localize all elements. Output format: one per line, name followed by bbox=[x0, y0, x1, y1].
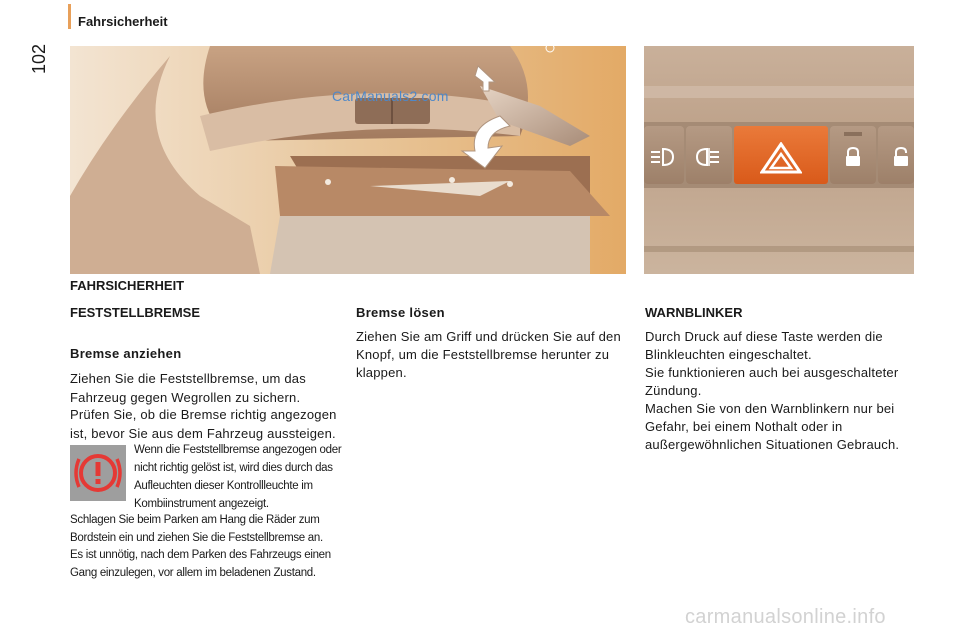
watermark-url: CarManuals2.com bbox=[332, 88, 449, 104]
section-header: Fahrsicherheit bbox=[78, 14, 168, 29]
hazard-triangle-icon[interactable] bbox=[760, 142, 802, 174]
feststellbremse-title: FESTSTELLBREMSE bbox=[70, 305, 201, 320]
parking-brake-illustration bbox=[70, 46, 626, 274]
footer-watermark[interactable]: carmanualsonline.info bbox=[685, 606, 886, 628]
paragraph: Schlagen Sie beim Parken am Hang die Räder zum Bordstein ein und ziehen Sie die Feststellbremse an. bbox=[70, 514, 323, 544]
brake-warning-icon bbox=[70, 445, 126, 501]
warning-note: Wenn die Feststellbremse angezogen oder nicht richtig gelöst ist, wird dies durch das Aufleuchten dieser Kontrollleuchte im Kombiinstrument angezeigt. bbox=[134, 444, 342, 510]
paragraph: Ziehen Sie die Feststellbremse, um das Fahrzeug gegen Wegrollen zu sichern. bbox=[70, 371, 306, 405]
paragraph: Ziehen Sie am Griff und drücken Sie auf den Knopf, um die Feststellbremse herunter zu klappen. bbox=[356, 329, 621, 380]
paragraph: Sie funktionieren auch bei ausgeschalteter Zündung. bbox=[645, 365, 899, 398]
fog-light-front-icon[interactable] bbox=[648, 146, 676, 168]
paragraph: Durch Druck auf diese Taste werden die Blinkleuchten eingeschaltet. bbox=[645, 329, 883, 362]
bremse-anziehen-heading: Bremse anziehen bbox=[70, 346, 182, 361]
unlock-icon[interactable] bbox=[891, 146, 911, 168]
page-number: 102 bbox=[29, 43, 49, 75]
lock-icon[interactable] bbox=[843, 146, 863, 168]
paragraph: Machen Sie von den Warnblinkern nur bei Gefahr, bei einem Nothalt oder in außergewöhnlichen Situationen Gebrauch. bbox=[645, 401, 900, 452]
warnblinker-title: WARNBLINKER bbox=[645, 305, 743, 320]
paragraph: Prüfen Sie, ob die Bremse richtig angezogen ist, bevor Sie aus dem Fahrzeug aussteigen. bbox=[70, 407, 337, 441]
paragraph: Es ist unnötig, nach dem Parken des Fahrzeugs einen Gang einzulegen, vor allem im beladenen Zustand. bbox=[70, 549, 331, 579]
main-title: FAHRSICHERHEIT bbox=[70, 278, 185, 293]
fog-light-rear-icon[interactable] bbox=[694, 146, 722, 168]
bremse-loesen-heading: Bremse lösen bbox=[356, 305, 445, 320]
accent-bar bbox=[68, 4, 71, 29]
